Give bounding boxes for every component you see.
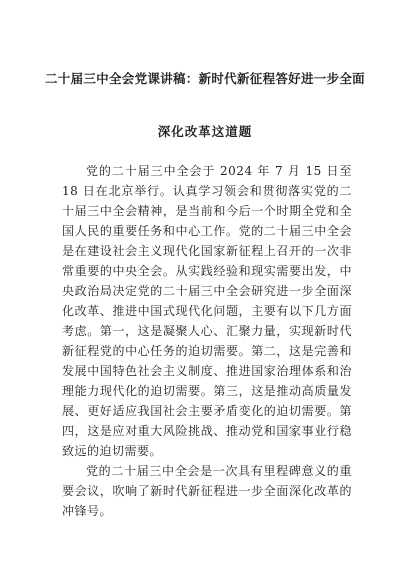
- paragraph-2: 党的二十届三中全会是一次具有里程碑意义的重要会议，吹响了新时代新征程进一步全面深化改革的冲锋号。: [62, 464, 352, 518]
- document-title-line-1: 二十届三中全会党课讲稿：新时代新征程答好进一步全面: [44, 71, 365, 86]
- paragraph-1: 党的二十届三中全会于 2024 年 7 月 15 日至 18 日在北京举行。认真学习领会和贯彻落实党的二十届三中全会精神，是当前和今后一个时期全党和全国人民的重要任务和中心工作。党的二十届三中全会是在建设社会主义现代化国家新征程上召开的一次非常重要的中央全会。从实践经验和现实需要出发，中央政治局决定党的二十届三中全会研究进一步全面深化改革、推进中国式现代化问题，主要有以下几方面考虑。第一，这是凝聚人心、汇聚力量，实现新时代新征程党的中心任务的迫切需要。第二，这是完善和发展中国特色社会主义制度、推进国家治理体系和治理能力现代化的迫切需要。第三，这是推动高质量发展、更好适应我国社会主要矛盾变化的迫切需要。第四，这是应对重大风险挑战、推动党和国家事业行稳致远的迫切需要。: [62, 164, 352, 458]
- document-title-line-2: 深化改革这道题: [157, 124, 253, 139]
